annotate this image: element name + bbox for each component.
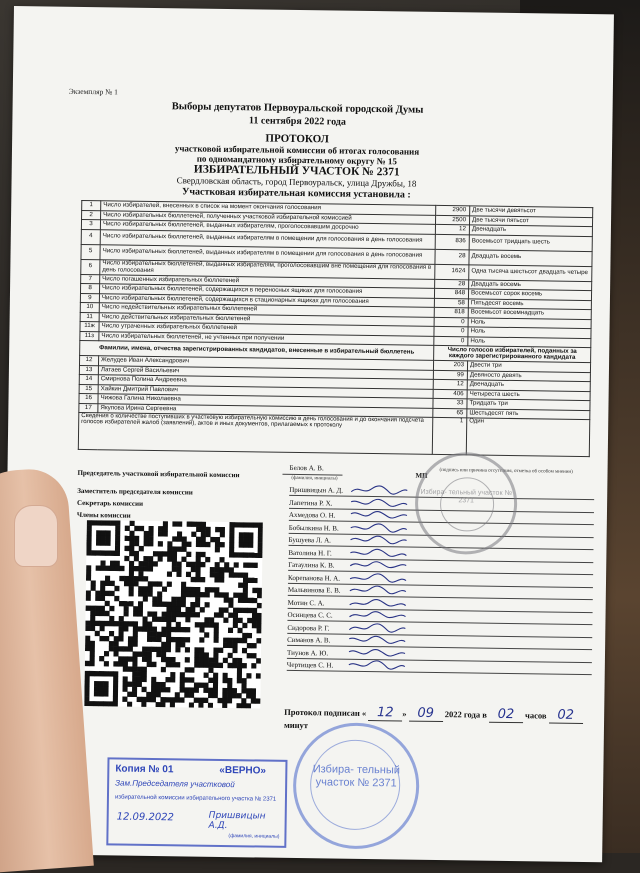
candidate-votes: 12 <box>433 379 467 389</box>
sign-caption: (подпись или причина отсутствия, отметка об особом мнении) <box>439 467 573 475</box>
signed-minutes-label: минут <box>283 719 309 731</box>
member-signature <box>349 509 409 522</box>
member-name: Пришвицын А. Д. <box>289 485 344 495</box>
member-name: Лапетина Р. Х. <box>289 498 333 507</box>
row-number: 1 <box>82 200 101 210</box>
row-number: 11ж <box>80 321 99 331</box>
signing-line: Протокол подписан « 12 » 09 2022 года в 02 часов 02 минут <box>284 704 604 734</box>
candidate-votes-words: Двести три <box>467 361 590 372</box>
candidate-votes-words: Девяносто девять <box>467 370 590 381</box>
member-signature <box>347 659 407 672</box>
row-label: Число избирательных бюллетеней, выданных избирателям, проголосовавшим досрочно <box>100 220 435 234</box>
member-line <box>287 645 592 650</box>
candidate-number: 15 <box>79 384 98 394</box>
member-name: Бобылкина Н. В. <box>288 523 339 533</box>
member-name: Мотин С. А. <box>287 598 325 607</box>
commission-established: Участковая избирательная комиссия установила : <box>182 186 411 201</box>
row-number: 5 <box>81 244 100 259</box>
precinct-title: ИЗБИРАТЕЛЬНЫЙ УЧАСТОК № 2371 <box>193 163 400 179</box>
candidate-number: 16 <box>79 393 98 403</box>
member-signature <box>347 646 407 659</box>
signed-day: 12 <box>376 705 394 721</box>
member-name: Симанов А. В. <box>287 635 331 645</box>
candidate-name: Якупова Ирина Сергеевна <box>98 403 433 417</box>
row-label: Число избирательных бюллетеней, содержащихся в стационарных ящиках для голосования <box>99 293 434 307</box>
candidate-votes: 406 <box>433 389 467 399</box>
row-label: Число действительных избирательных бюллетеней <box>99 312 434 326</box>
row-number: 6 <box>81 259 100 274</box>
row-value: 28 <box>435 249 469 264</box>
candidate-votes-words: Четыреста шесть <box>467 389 590 400</box>
candidate-number: 17 <box>79 403 98 413</box>
member-signature <box>348 559 408 572</box>
row-number: 2 <box>82 210 101 220</box>
row-words: Двенадцать <box>469 225 592 236</box>
signed-prefix: Протокол подписан « <box>284 706 367 718</box>
candidate-votes: 33 <box>433 398 467 408</box>
candidate-votes-words: Двенадцать <box>467 380 590 391</box>
seal-blue-text: Избира- тельный участок № 2371 <box>312 763 401 790</box>
row-value: 1624 <box>435 264 469 279</box>
candidate-votes-words: Шестьдесят пять <box>467 408 590 419</box>
member-line <box>287 620 592 625</box>
row-value: 0 <box>434 317 468 327</box>
complaints-row <box>78 412 589 456</box>
row-words: Восемьсот сорок восемь <box>468 289 591 300</box>
commission-seal-blue <box>292 722 420 850</box>
row-label: Число избирателей, внесенных в список на момент окончания голосования <box>101 201 436 215</box>
row-number: 9 <box>80 293 99 303</box>
row-words: Восемьсот тридцать шесть <box>469 234 592 251</box>
copy-name: Пришвицын А.Д. <box>208 810 266 832</box>
member-signature <box>348 546 408 559</box>
candidate-name: Желудев Иван Александрович <box>98 356 433 370</box>
copy-caption: (фамилия, инициалы) <box>228 833 280 840</box>
row-words: Ноль <box>468 336 591 347</box>
row-value: 12 <box>435 224 469 234</box>
results-table <box>78 200 593 457</box>
row-words: Двадцать восемь <box>469 279 592 290</box>
row-number: 8 <box>80 283 99 293</box>
member-signature <box>347 634 407 647</box>
copy-certified-stamp <box>106 757 287 848</box>
copy-num: 01 <box>162 764 174 776</box>
row-label: Число избирательных бюллетеней, полученных участковой избирательной комиссией <box>101 210 436 224</box>
row-words: Одна тысяча шестьсот двадцать четыре <box>469 264 592 281</box>
member-signature <box>347 609 407 622</box>
candidates-header-left: Фамилии, имена, отчества зарегистрированных кандидатов, внесенные в избирательный бюллетень <box>80 340 434 360</box>
chair-name: Белов А. В. <box>289 463 324 473</box>
member-line <box>288 607 593 612</box>
candidates-header-right: Число голосов избирателей, поданных за каждого зарегистрированного кандидата <box>434 345 591 362</box>
mp-mark: МП <box>415 471 428 480</box>
row-label: Число избирательных бюллетеней, выданных избирателям в помещении для голосования в день голосования <box>100 244 435 264</box>
row-words: Восемьсот восемнадцать <box>468 308 591 319</box>
row-label: Число погашенных избирательных бюллетеней <box>100 274 435 288</box>
complaints-text: Сведения о количестве поступивших в участковую избирательную комиссию в день голосования и до окончания подсчета голосов избирателей жалоб (заявлений), актов и иных документов, прилагаемых к протоколу <box>78 412 432 454</box>
protocol-subtitle: участковой избирательной комиссии об итогах голосования <box>174 143 420 157</box>
protocol-title: ПРОТОКОЛ <box>265 132 329 146</box>
member-name: Тиунов А. Ю. <box>286 648 329 657</box>
candidate-name: Латаев Сергей Васильевич <box>98 365 433 379</box>
member-signature <box>348 584 408 597</box>
member-name: Сидорова Р. Г. <box>287 623 330 632</box>
candidate-votes: 203 <box>433 360 467 370</box>
candidate-votes: 99 <box>433 370 467 380</box>
row-label: Число утраченных избирательных бюллетеней <box>99 322 434 336</box>
member-name: Гатаулина К. В. <box>288 560 335 570</box>
row-value: 58 <box>434 298 468 308</box>
copy-role: Зам.Председателя участковой <box>115 778 235 790</box>
row-label: Число избирательных бюллетеней, не учтенных при получении <box>99 331 434 345</box>
row-number: 4 <box>81 229 100 244</box>
member-name: Бушуева Л. А. <box>288 535 331 545</box>
row-value: 2500 <box>435 215 469 225</box>
copy-title: Копия № <box>115 763 160 776</box>
name-caption: (фамилия, инициалы) <box>291 475 338 482</box>
row-value: 848 <box>434 288 468 298</box>
row-value: 28 <box>435 279 469 289</box>
signed-year: 2022 года в <box>444 709 487 720</box>
row-value: 2900 <box>436 205 470 215</box>
complaints-value: 1 <box>432 417 467 454</box>
precinct-address: Свердловская область, город Первоуральск, улица Дружбы, 18 <box>176 175 417 189</box>
document-header <box>131 101 462 202</box>
chair-label: Председатель участковой избирательной комиссии <box>77 468 240 480</box>
copy-date: 12.09.2022 <box>116 811 175 824</box>
member-line <box>287 632 592 637</box>
member-name: Мальвинова Е. В. <box>287 585 341 595</box>
row-label: Число избирательных бюллетеней, выданных избирателям, проголосовавшим вне помещения для голосования в день голосования <box>100 259 435 279</box>
member-name: Ватолина Н. Г. <box>288 548 332 557</box>
member-name: Ахмедова О. Н. <box>288 510 336 520</box>
row-number: 11з <box>80 331 99 341</box>
candidate-votes: 65 <box>433 408 467 418</box>
row-label: Число недействительных избирательных бюллетеней <box>99 303 434 317</box>
thumb-nail <box>14 505 58 567</box>
row-words: Ноль <box>468 317 591 328</box>
row-number: 3 <box>81 219 100 229</box>
row-value: 0 <box>434 336 468 346</box>
candidate-number: 14 <box>79 374 98 384</box>
copy-number: Экземпляр № 1 <box>68 86 119 97</box>
candidate-name: Чижова Галина Николаевна <box>98 394 433 408</box>
protocol-sheet <box>2 6 614 862</box>
row-words: Две тысячи пятьсот <box>469 215 592 226</box>
member-signature <box>348 534 408 547</box>
row-value: 836 <box>435 234 469 249</box>
row-words: Пятьдесят восемь <box>468 298 591 309</box>
member-signature <box>349 484 409 497</box>
row-words: Две тысячи девятьсот <box>470 206 593 217</box>
member-line <box>288 595 593 600</box>
candidate-number: 12 <box>79 355 98 365</box>
copy-verno: «ВЕРНО» <box>219 764 267 777</box>
candidate-name: Смирнова Полина Андреевна <box>98 375 433 389</box>
copy-small: избирательной комиссии избирательного участка № 2371 <box>114 794 277 803</box>
row-words: Ноль <box>468 327 591 338</box>
member-line <box>287 670 592 675</box>
member-signature <box>347 621 407 634</box>
district-line: по одномандатному избирательному округу № 15 <box>196 153 398 167</box>
secretary-label: Секретарь комиссии <box>77 498 144 508</box>
members-label: Члены комиссии <box>76 510 131 520</box>
seal-gray-text: Избира- тельный участок № 2371 <box>420 488 513 505</box>
row-words: Двадцать восемь <box>469 249 592 266</box>
row-number: 10 <box>80 302 99 312</box>
member-signature <box>349 521 409 534</box>
row-number: 7 <box>81 274 100 284</box>
qr-code <box>84 520 263 708</box>
deputy-label: Заместитель председателя комиссии <box>77 486 193 497</box>
signed-month: 09 <box>417 705 435 721</box>
row-value: 818 <box>434 307 468 317</box>
candidate-votes-words: Тридцать три <box>467 399 590 410</box>
signed-hours: 02 <box>497 706 515 723</box>
row-label: Число избирательных бюллетеней, выданных избирателям в помещении для голосования в день голосования <box>100 229 435 249</box>
member-signature <box>349 496 409 509</box>
election-date: 11 сентября 2022 года <box>248 115 346 128</box>
member-signature <box>348 596 408 609</box>
election-title: Выборы депутатов Первоуральской городской Думы <box>171 101 424 116</box>
member-name: Чертищев С. Н. <box>286 660 334 670</box>
signed-minutes: 02 <box>557 707 575 723</box>
complaints-words: Один <box>466 418 590 457</box>
member-name: Осинцева С. С. <box>287 610 333 620</box>
member-name: Корепанова Н. А. <box>287 573 341 583</box>
qr-code-graphic <box>84 520 263 708</box>
candidate-name: Хайкин Дмитрий Павлович <box>98 384 433 398</box>
member-signature <box>348 571 408 584</box>
row-label: Число избирательных бюллетеней, содержащихся в переносных ящиках для голосования <box>99 284 434 298</box>
row-value: 0 <box>434 326 468 336</box>
row-number: 11 <box>80 312 99 322</box>
signed-hours-label: часов <box>525 710 547 721</box>
candidate-number: 13 <box>79 365 98 375</box>
